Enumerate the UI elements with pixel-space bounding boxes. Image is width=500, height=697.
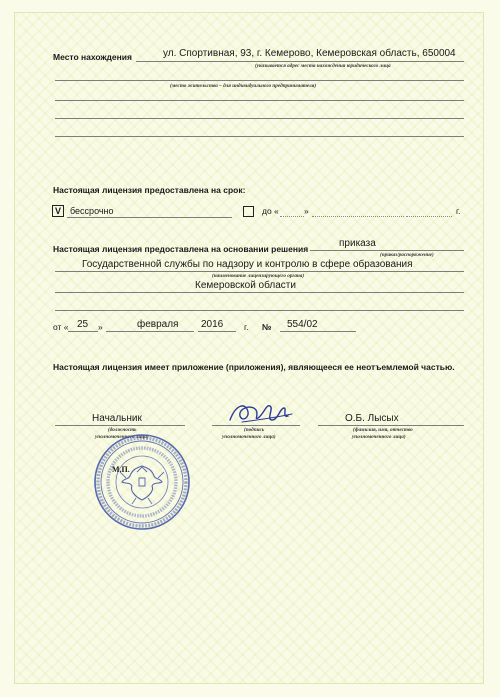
unlimited-checkbox: V (52, 205, 64, 217)
divider-line (55, 80, 464, 81)
authority-line-2: Кемеровской области (195, 280, 296, 291)
date-month-line (106, 331, 194, 332)
decision-caption: (приказ/распоряжение) (380, 252, 434, 258)
location-caption-individual: (место жительства – для индивидуального предпринимателя) (170, 83, 317, 89)
until-month-line (312, 216, 404, 217)
until-day-line (280, 216, 304, 217)
divider-line (55, 118, 464, 119)
until-year-line (406, 216, 452, 217)
decision-type: приказа (339, 238, 376, 249)
name-caption-2: уполномоченного лица) (352, 434, 406, 440)
date-year-line (198, 331, 236, 332)
location-line (136, 61, 464, 62)
date-day: 25 (77, 319, 89, 330)
divider-line (55, 136, 464, 137)
name-line (318, 425, 464, 426)
signature-line (212, 425, 300, 426)
name-caption-1: (фамилия, имя, отчество (353, 427, 413, 433)
authority-caption: (наименование лицензирующего органа) (212, 273, 305, 279)
signatory-name: О.Б. Лысых (345, 413, 399, 424)
mp-label: М.П. (112, 465, 130, 474)
signature-caption-2: уполномоченного лица) (222, 434, 276, 440)
unlimited-label: бессрочно (70, 206, 114, 216)
appendix-note: Настоящая лицензия имеет приложение (приложения), являющееся ее неотъемлемой частью. (53, 362, 455, 372)
until-year-suffix: г. (456, 206, 461, 216)
signature-caption-1: (подпись (244, 427, 265, 433)
date-day-close: » (98, 322, 103, 332)
unlimited-line (67, 217, 232, 218)
number-line (280, 331, 356, 332)
date-day-line (68, 331, 98, 332)
location-value: ул. Спортивная, 93, г. Кемерово, Кемеровская область, 650004 (163, 48, 456, 59)
until-label: до « (262, 206, 279, 216)
date-year-suffix: г. (244, 322, 249, 332)
authority-line (55, 271, 464, 272)
date-from-label: от « (53, 322, 69, 332)
signature-image (222, 398, 302, 428)
license-number: 554/02 (287, 319, 318, 330)
date-year: 2016 (201, 319, 224, 330)
authority-line (55, 292, 464, 293)
position-caption-2: уполномоченного лица) (95, 434, 149, 440)
term-heading: Настоящая лицензия предоставлена на срок: (53, 185, 246, 195)
divider-line (55, 100, 464, 101)
basis-heading: Настоящая лицензия предоставлена на основании решения (53, 244, 309, 254)
location-caption-legal: (указывается адрес места нахождения юридического лица (255, 63, 391, 69)
authority-line-1: Государственной службы по надзору и контролю в сфере образования (82, 259, 413, 270)
decorative-border (14, 12, 484, 684)
until-close: » (304, 206, 309, 216)
divider-line (55, 310, 464, 311)
position-line (55, 425, 185, 426)
official-seal (92, 432, 192, 532)
signatory-position: Начальник (92, 413, 142, 424)
position-caption-1: (должность (108, 427, 137, 433)
number-label: № (262, 322, 272, 332)
decision-line (310, 250, 464, 251)
until-checkbox (243, 206, 254, 217)
date-month: февраля (137, 319, 179, 330)
location-label: Место нахождения (53, 52, 132, 62)
